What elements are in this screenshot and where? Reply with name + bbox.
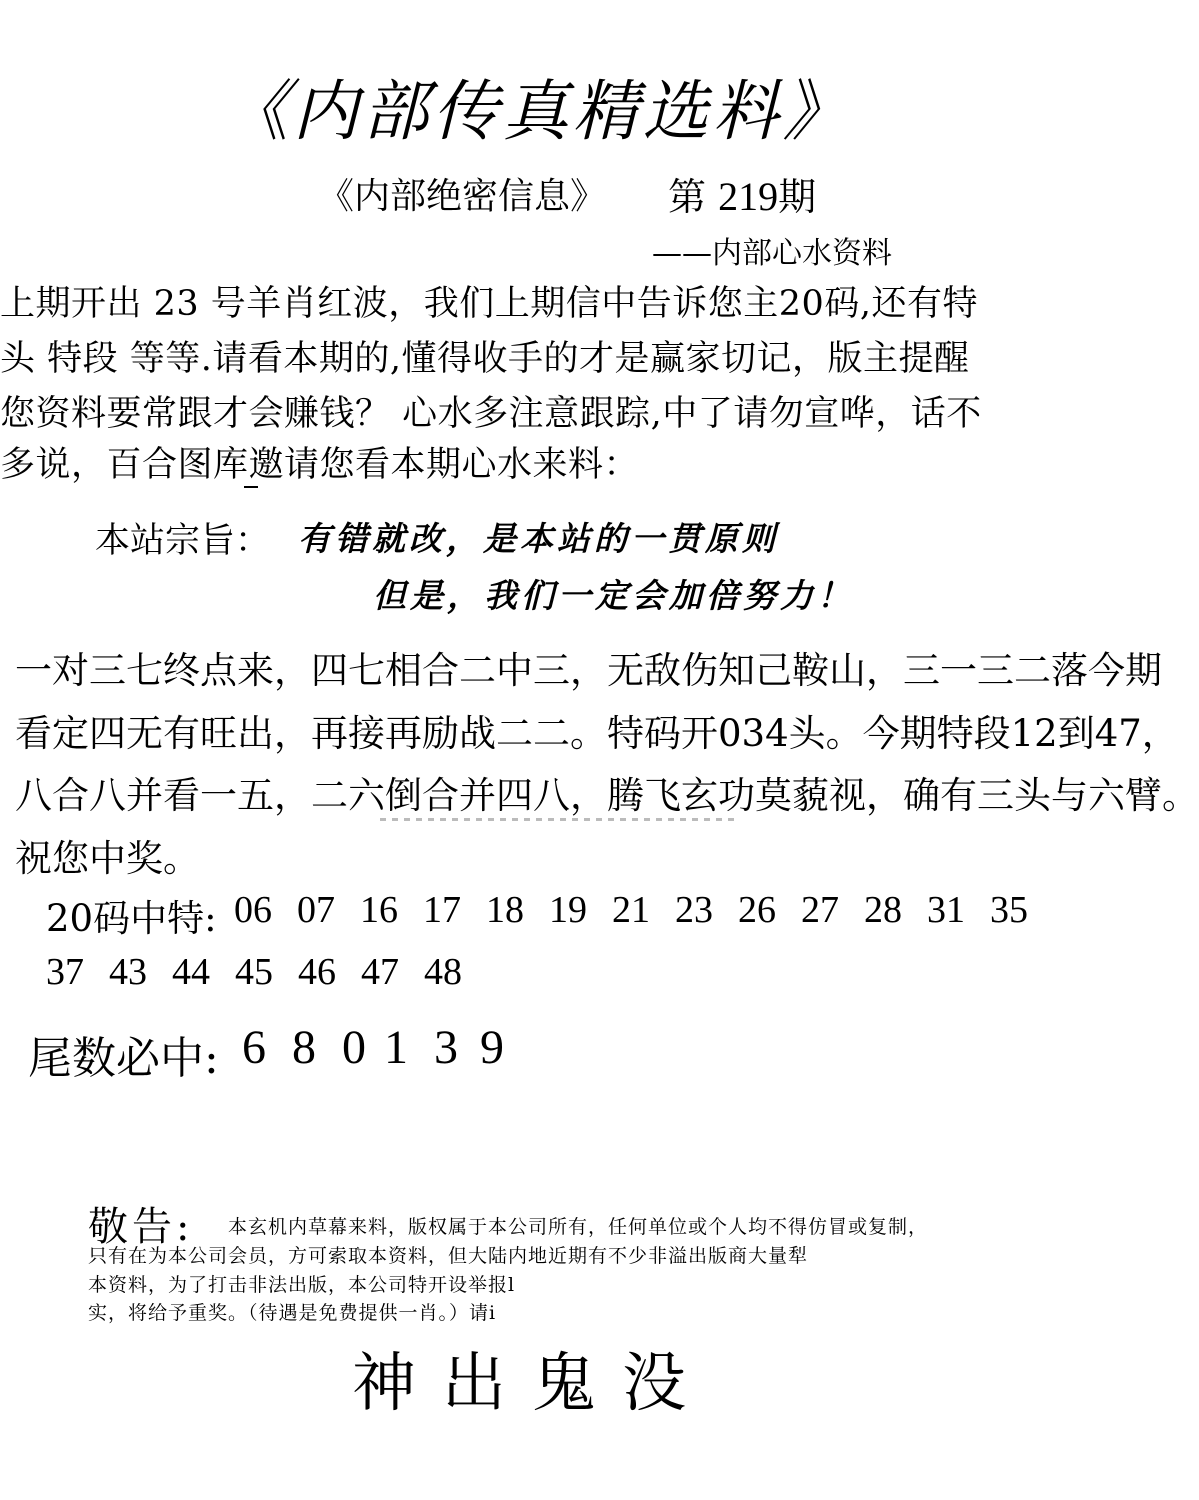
tail-label: 尾数必中: <box>28 1033 219 1084</box>
byline: ——内部心水资料 <box>652 236 892 271</box>
number: 31 <box>927 889 965 931</box>
notice-line: 只有在为本公司会员，方可索取本资料，但大陆内地近期有不少非溢出版商大量犁 <box>88 1245 809 1267</box>
tail-digit: 1 <box>384 1021 408 1074</box>
page-title: 《内部传真精选料》 <box>222 73 853 150</box>
tail-digit: 3 <box>434 1021 458 1074</box>
notice-line: 实，将给予重奖。（待遇是免费提供一肖。）请i <box>88 1302 497 1324</box>
number: 16 <box>360 889 398 931</box>
intro-line: 头 特段 等等.请看本期的,懂得收手的才是赢家切记，版主提醒 <box>0 339 970 379</box>
number: 27 <box>801 889 839 931</box>
number: 26 <box>738 889 776 931</box>
number: 28 <box>864 889 902 931</box>
faint-divider <box>380 818 740 821</box>
numbers-label: 20码中特: <box>46 897 217 940</box>
number: 07 <box>297 889 335 931</box>
slogan: 神出鬼没 <box>352 1347 712 1421</box>
number: 44 <box>172 951 210 993</box>
number: 23 <box>675 889 713 931</box>
notice-label: 敬告: <box>88 1204 194 1250</box>
tail-digit: 8 <box>292 1021 316 1074</box>
issue-num: 219 <box>718 174 779 219</box>
number: 18 <box>486 889 524 931</box>
notice-line: 本资料，为了打击非法出版，本公司特开设举报l <box>88 1274 516 1296</box>
motto-line-2: 但是，我们一定会加倍努力！ <box>373 576 854 615</box>
number: 46 <box>298 951 336 993</box>
motto-line-1: 有错就改，是本站的一贯原则 <box>298 519 779 558</box>
intro-line: 上期开出 23 号羊肖红波，我们上期信中告诉您主20码,还有特 <box>0 284 978 324</box>
issue-suffix: 期 <box>778 175 817 219</box>
number: 45 <box>235 951 273 993</box>
poem-line: 一对三七终点来，四七相合二中三，无敌伤知己鞍山，三一三二落今期 <box>15 649 1162 692</box>
poem-line: 八合八并看一五，二六倒合并四八，腾飞玄功莫藐视，确有三头与六臂。 <box>15 774 1199 817</box>
number: 37 <box>46 951 84 993</box>
poem-line: 看定四无有旺出，再接再励战二二。特码开034头。今期特段12到47， <box>15 712 1179 755</box>
motto-label: 本站宗旨： <box>95 521 271 561</box>
notice-line: 本玄机内草幕来料，版权属于本公司所有，任何单位或个人均不得仿冒或复制， <box>228 1216 929 1238</box>
number: 43 <box>109 951 147 993</box>
issue-prefix: 第 <box>668 175 707 219</box>
intro-line: 多说，百合图库邀请您看本期心水来料： <box>0 445 640 485</box>
intro-line: 您资料要常跟才会赚钱？ 心水多注意跟踪,中了请勿宣哗，话不 <box>0 394 982 434</box>
number: 47 <box>361 951 399 993</box>
number: 35 <box>990 889 1028 931</box>
issue-number <box>668 166 816 221</box>
tail-digit: 9 <box>480 1021 504 1074</box>
number: 21 <box>612 889 650 931</box>
number: 48 <box>424 951 462 993</box>
subtitle: 《内部绝密信息》 <box>318 176 607 217</box>
number: 06 <box>234 889 272 931</box>
poem-line: 祝您中奖。 <box>15 837 200 880</box>
number: 17 <box>423 889 461 931</box>
divider-tick <box>244 486 258 488</box>
tail-digit: 0 <box>342 1021 366 1074</box>
number: 19 <box>549 889 587 931</box>
tail-digit: 6 <box>242 1021 266 1074</box>
